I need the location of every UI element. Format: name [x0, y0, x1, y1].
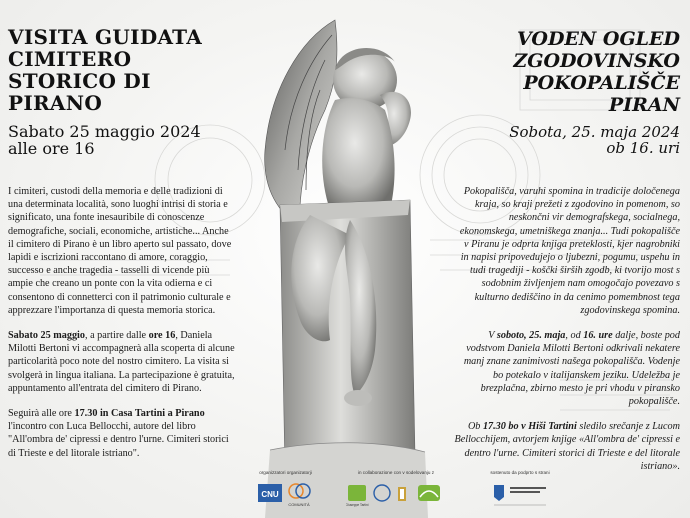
italian-visit-date: Sabato 25 maggio — [8, 330, 85, 342]
italian-date — [8, 123, 208, 157]
slovenian-paragraph-intro: Pokopališča, varuhi spomina in tradicije določenega kraja, so kraji prežeti z zgodovino in pomenom, so neskončni vir demografskega, socialnega, ekonomskega, umetniškega znanja... Tudi pokopališče v Piranu je odprta knjiga preteklosti, kjer nagrobniki in napisi pripovedujejo o ljubezni, pogumu, uspehu in tudi tragediji - koščki širših zgodb, ki tvorijo most s sodobnim življenjem nam omogočajo povezavo s kulturno dediščino in da cenimo pomembnost tega zgodovinskega spomina. — [459, 186, 680, 316]
italian-paragraph-intro: I cimiteri, custodi della memoria e delle tradizioni di una determinata località, sono luoghi intrisi di storia e significato, una fonte inesauribile di conoscenze demografiche, sociali, economiche, artistiche... Anche il cimitero di Pirano è un libro aperto sul passato, dove lapidi e iscrizioni raccontano di amore, coraggio, successo e anche tragedia - tasselli di vicende più ampie che creano un ponte con la vita odierna e ci consentono di connetterci con il patrimonio culturale e apprezzare l'importanza di questa memoria storica. — [8, 186, 232, 316]
text-fragment: dalje, boste pod vodstvom Daniela Milotti Bertoni odkrivali nekatere manj znane zanimivosti našega pokopališča. Vodenje bo potekalo v italijanskem jeziku. Udeležba je brezplačna, zbirno mesto je pri vhodu v piransko pokopališče. — [463, 330, 680, 408]
slovenian-title-line: ZGODOVINSKO — [513, 50, 680, 72]
slovenian-date — [480, 124, 680, 156]
slovenian-date-line: ob 16. uri — [606, 139, 680, 157]
text-fragment: V — [488, 330, 497, 342]
slovenian-title-line: VODEN OGLED — [517, 28, 680, 50]
text-fragment: , Daniela Milotti Bertoni vi accompagnerà alla scoperta di alcune particolarità poco note del nostro cimitero. La visita si svolgerà in lingua italiana. La partecipazione è gratuita, appuntamento all'entrata del cimitero di Pirano. — [8, 330, 235, 394]
italian-title — [8, 26, 218, 114]
italian-paragraph-meeting — [8, 407, 236, 460]
slovenian-visit-date: soboto, 25. maja — [496, 330, 566, 342]
italian-date-line: Sabato 25 maggio 2024 — [8, 122, 201, 141]
slovenian-title — [460, 28, 680, 116]
italian-title-line: PIRANO — [8, 91, 103, 115]
text-fragment: Seguirà alle ore — [8, 408, 75, 420]
cnu-logo — [258, 478, 313, 508]
tartini-logo-text: Giuseppe Tartini — [346, 503, 369, 507]
collaboration-logos — [346, 477, 446, 509]
italian-title-line: VISITA GUIDATA — [8, 25, 203, 49]
italian-date-line: alle ore 16 — [8, 139, 95, 158]
italian-title-line: CIMITERO — [8, 47, 132, 71]
italian-paragraph-visit — [8, 329, 236, 395]
support-caption: sostenuto da podprto s strani — [490, 470, 550, 475]
organizers-caption: organizzatori organizatorji — [259, 470, 312, 475]
text-fragment: sledilo srečanje z Lucom Bellocchijem, avtorjem knjige «All'ombra de' cipressi e dentro l'urne. Cimiteri storici di Trieste e del litorale istriano». — [454, 421, 680, 472]
angel-statue-image — [240, 0, 450, 518]
slovenian-date-line: Sobota, 25. maja 2024 — [509, 123, 680, 141]
comunita-logo-text: COMUNITÀ — [288, 502, 310, 507]
slovenian-visit-time: 16. ure — [583, 330, 613, 342]
text-fragment: l'incontro con Luca Bellocchi, autore del libro "All'ombra de' cipressi e dentro l'urne. Cimiteri storici di Trieste e del litorale istriano". — [8, 421, 229, 459]
italian-meeting-place: 17.30 in Casa Tartini a Pirano — [74, 408, 205, 420]
italian-title-line: STORICO DI — [8, 69, 151, 93]
italian-visit-time: ore 16 — [148, 330, 176, 342]
text-fragment: , od — [565, 330, 584, 342]
slovenian-title-line: PIRAN — [608, 94, 680, 116]
slovenian-title-line: POKOPALIŠČE — [523, 72, 680, 94]
slovenian-meeting-place: 17.30 bo v Hiši Tartini — [482, 421, 577, 433]
italian-body — [8, 185, 236, 472]
sponsor-logos — [258, 470, 682, 516]
text-fragment: , a partire dalle — [84, 330, 149, 342]
text-fragment: Ob — [467, 421, 483, 433]
slovenian-paragraph-meeting — [454, 420, 680, 473]
slovenian-paragraph-visit — [454, 329, 680, 408]
cnu-logo-text: CNU — [261, 490, 279, 499]
collaboration-group — [346, 470, 446, 513]
support-group — [490, 470, 550, 513]
organizers-group — [258, 470, 313, 512]
slovenian-body — [454, 185, 680, 485]
support-logos — [490, 479, 550, 509]
collaboration-caption: in collaborazione con v sodelovanju z — [357, 470, 435, 475]
